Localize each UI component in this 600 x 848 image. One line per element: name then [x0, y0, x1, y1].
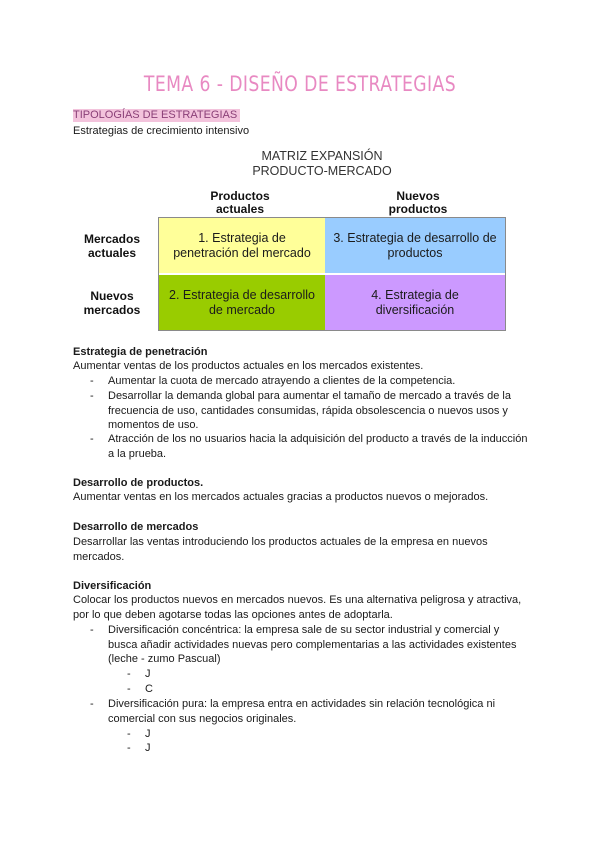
row-header-line: Mercados — [83, 232, 141, 246]
column-header-line: Nuevos — [396, 189, 440, 203]
section-heading: TIPOLOGÍAS DE ESTRATEGIAS — [73, 109, 240, 122]
diversification-heading: Diversificación — [73, 580, 152, 592]
column-header-line: Productos — [210, 189, 270, 203]
column-header-new-products — [336, 190, 500, 216]
matrix-title: MATRIZ EXPANSIÓN — [261, 149, 383, 163]
penetration-intro: Aumentar ventas de los productos actuales en los mercados existentes. — [73, 360, 424, 372]
row-header-new-markets — [72, 289, 152, 317]
penetration-heading: Estrategia de penetración — [73, 346, 208, 358]
row-header-line: actuales — [87, 246, 137, 260]
matrix-cell-diversification: 4. Estrategia de diversificación — [325, 275, 505, 330]
bullet-dash: - — [90, 375, 94, 387]
sub-heading: Estrategias de crecimiento intensivo — [73, 125, 250, 137]
diversification-text: Colocar los productos nuevos en mercados nuevos. Es una alternativa peligrosa y atractiva, por lo que deben agotarse todas las opciones antes de adoptarla. — [73, 594, 522, 621]
diversification-sub-item: J — [145, 728, 151, 740]
bullet-dash: - — [90, 698, 94, 710]
product-development-heading: Desarrollo de productos. — [73, 477, 204, 489]
row-header-line: Nuevos — [90, 289, 134, 303]
diversification-bullet: Diversificación pura: la empresa entra en actividades sin relación tecnológica ni comercial con sus negocios originales. — [108, 698, 496, 725]
penetration-bullet: Desarrollar la demanda global para aumentar el tamaño de mercado a través de la frecuencia de uso, cantidades consumidas, rápida obsolescencia o nuevos usos y momentos de uso. — [108, 390, 511, 431]
bullet-dash: - — [90, 624, 94, 636]
column-header-line: productos — [388, 202, 448, 216]
matrix-subtitle: PRODUCTO-MERCADO — [252, 164, 392, 178]
bullet-dash: - — [90, 390, 94, 402]
penetration-bullet: Atracción de los no usuarios hacia la adquisición del producto a través de la inducción a la prueba. — [108, 433, 528, 460]
column-header-current-products — [158, 190, 322, 216]
diversification-bullet: Diversificación concéntrica: la empresa sale de su sector industrial y comercial y busca añadir actividades nuevas pero complementarias a las actividades existentes (leche - zumo Pascual) — [108, 624, 517, 665]
diversification-sub-item: J — [145, 742, 151, 754]
column-header-line: actuales — [215, 202, 265, 216]
diversification-sub-item: C — [145, 683, 153, 695]
bullet-dash: - — [90, 433, 94, 445]
matrix-cell-penetration: 1. Estrategia de penetración del mercado — [159, 218, 325, 273]
sub-bullet-dash: - — [127, 668, 131, 680]
matrix-cell-market-development: 2. Estrategia de desarrollo de mercado — [159, 275, 325, 330]
matrix-frame — [158, 217, 506, 331]
sub-bullet-dash: - — [127, 728, 131, 740]
matrix-cell-product-development: 3. Estrategia de desarrollo de productos — [325, 218, 505, 273]
row-header-current-markets — [72, 232, 152, 260]
matrix-figure — [72, 140, 512, 340]
row-header-line: mercados — [83, 303, 141, 317]
product-development-text: Aumentar ventas en los mercados actuales gracias a productos nuevos o mejorados. — [73, 491, 489, 503]
diversification-sub-item: J — [145, 668, 151, 680]
page-title: TEMA 6 - DISEÑO DE ESTRATEGIAS — [143, 72, 457, 96]
sub-bullet-dash: - — [127, 683, 131, 695]
sub-bullet-dash: - — [127, 742, 131, 754]
penetration-bullet: Aumentar la cuota de mercado atrayendo a clientes de la competencia. — [108, 375, 456, 387]
market-development-heading: Desarrollo de mercados — [73, 521, 199, 533]
market-development-text: Desarrollar las ventas introduciendo los productos actuales de la empresa en nuevos mercados. — [73, 536, 488, 563]
